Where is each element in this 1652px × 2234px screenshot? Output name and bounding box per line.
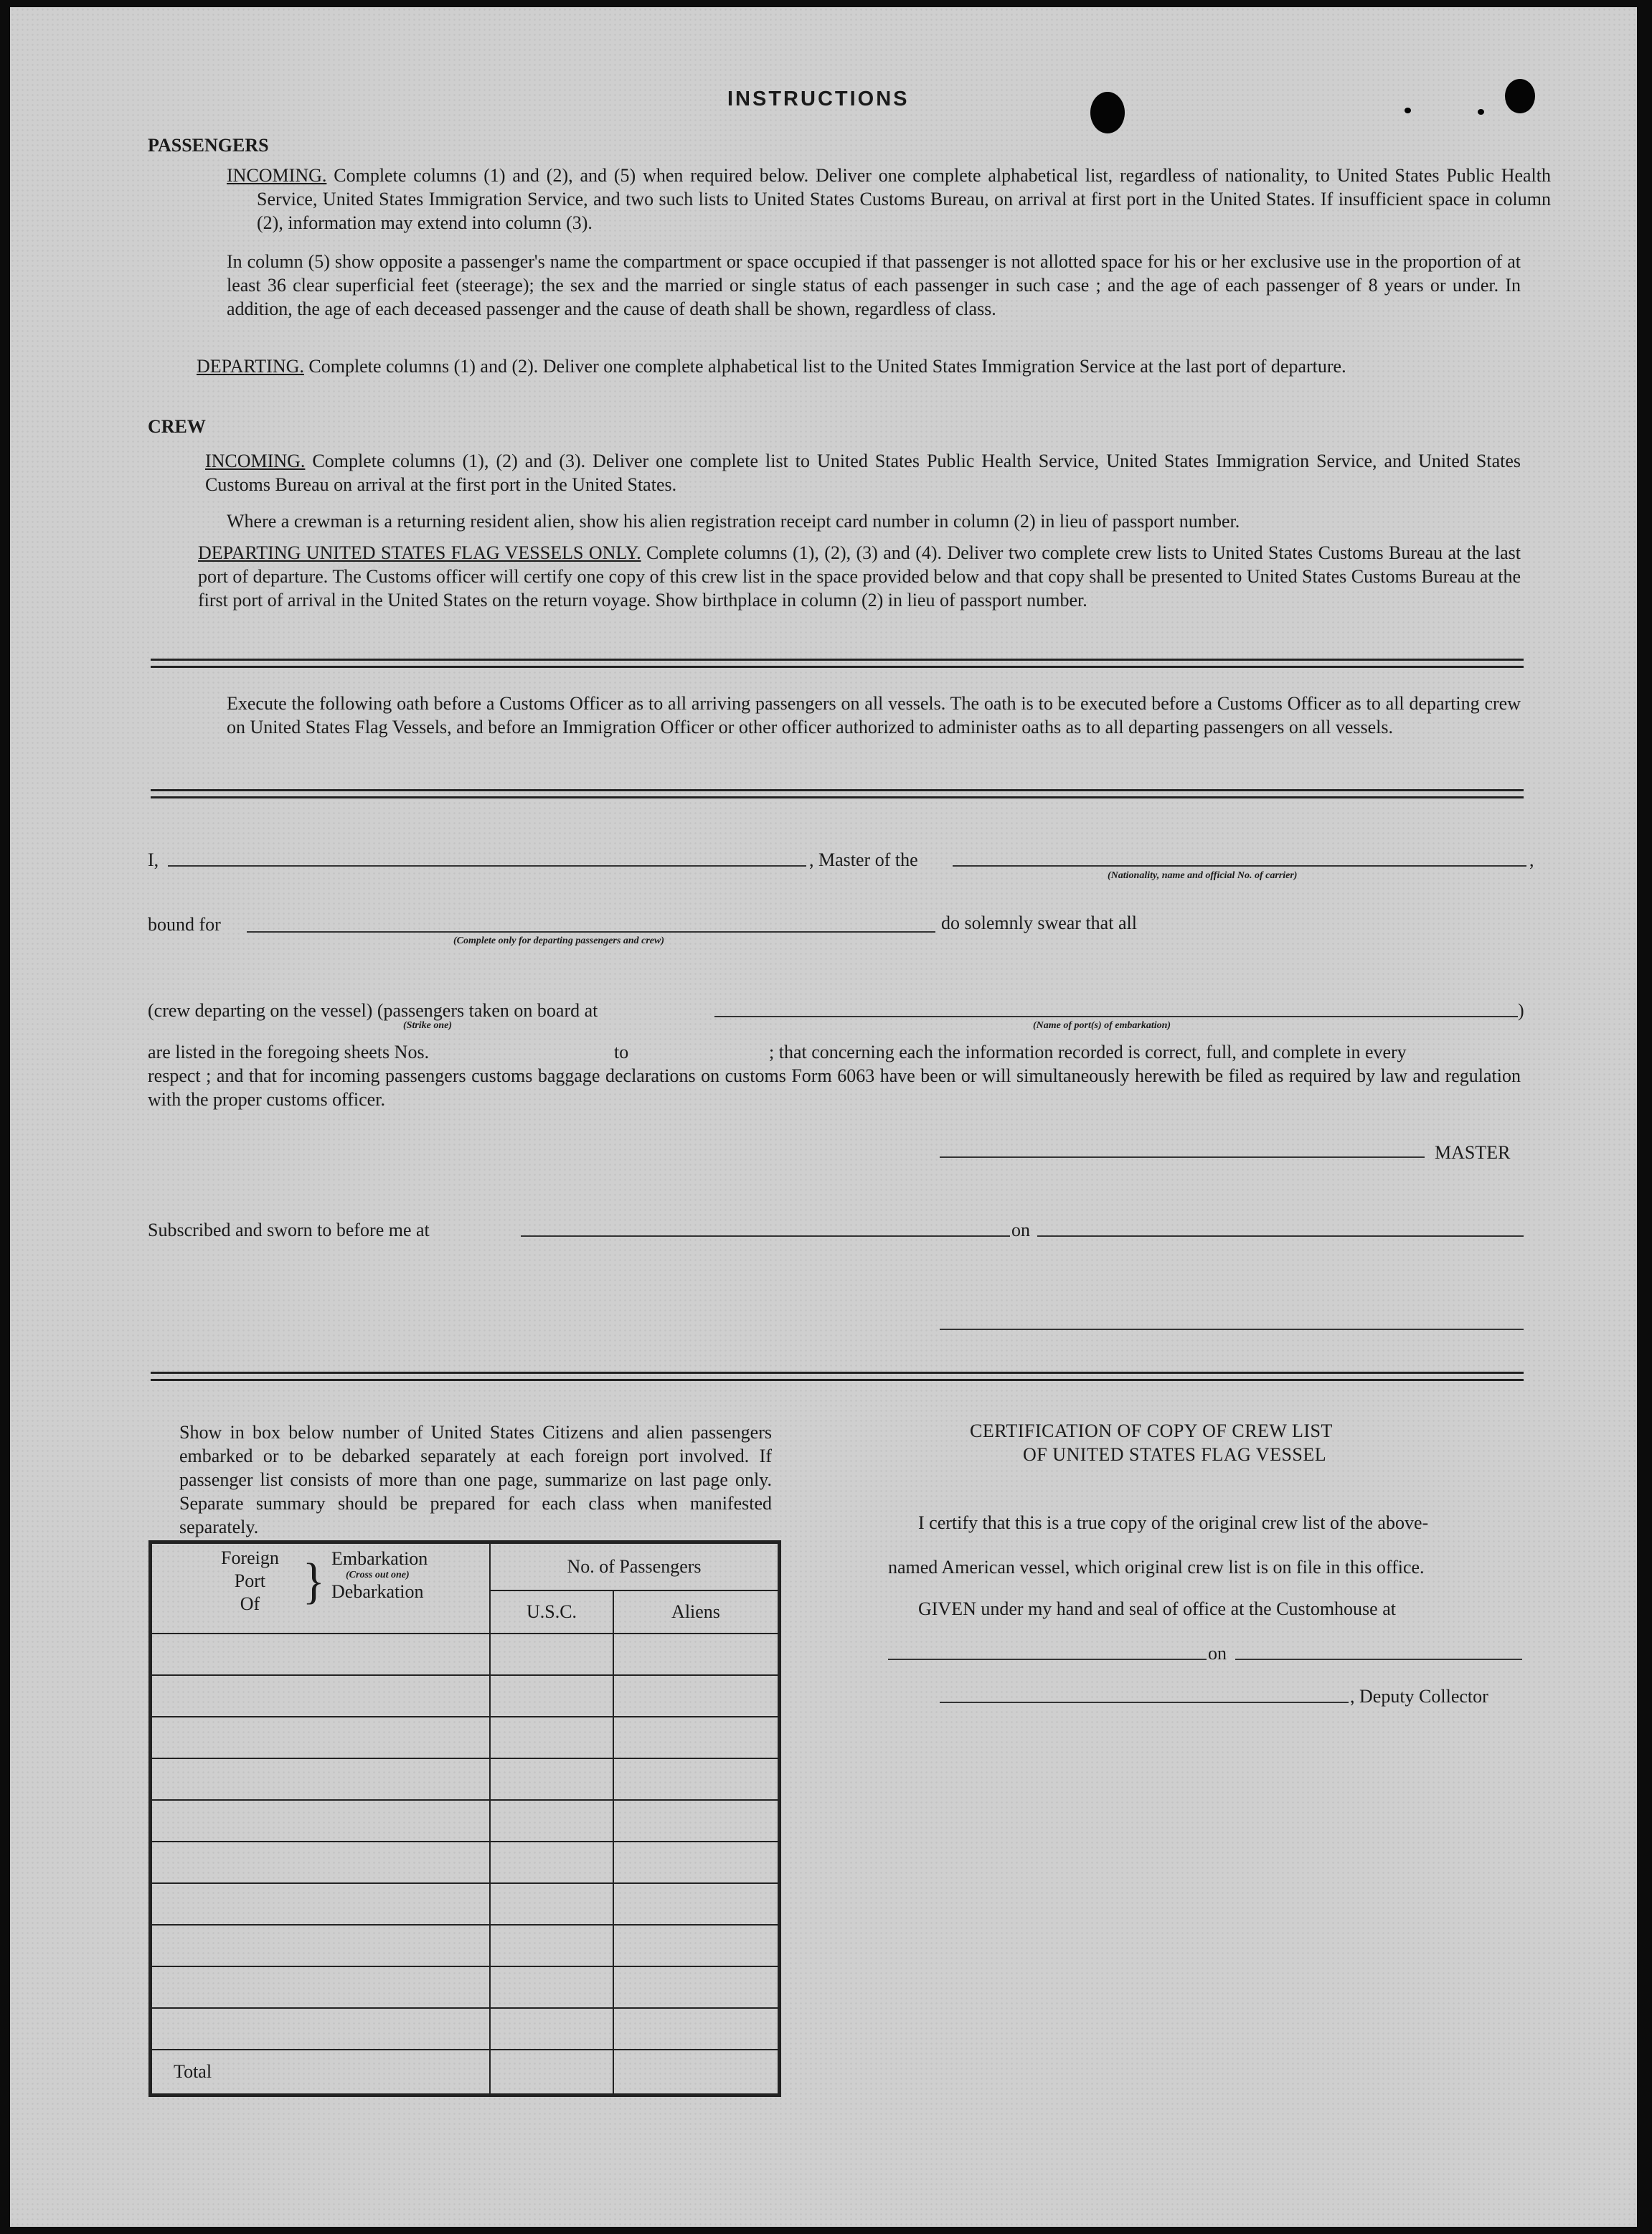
table-row[interactable]: [151, 1717, 778, 1758]
port-caption: (Name of port(s) of embarkation): [1033, 1020, 1171, 1031]
oath-i-label: I,: [148, 849, 159, 870]
crew-departing-instructions: [198, 541, 1521, 612]
passenger-summary-table: [151, 1542, 779, 2095]
officer-signature-field[interactable]: [940, 1329, 1524, 1330]
concerning-text: ; that concerning each the information recorded is correct, full, and complete in every: [769, 1042, 1407, 1062]
oath-instructions: Execute the following oath before a Customs Officer as to all arriving passengers on all vessels. The oath is to be executed before a Customs Officer as to all departing crew on United States Flag Vessels, and before an Immigration Officer or other officer authorized to administer oaths as to all departing passengers on all vessels.: [227, 693, 1521, 737]
aliens-label: Aliens: [671, 1601, 720, 1623]
subscribed-text: Subscribed and sworn to before me at: [148, 1220, 430, 1240]
incoming-label: INCOMING.: [205, 451, 306, 471]
table-header-row: [151, 1543, 778, 1590]
crew-heading: CREW: [148, 416, 206, 437]
customhouse-field[interactable]: [888, 1659, 1207, 1660]
master-signature-field[interactable]: [940, 1156, 1425, 1158]
ink-blot: [1505, 79, 1535, 113]
crew-incoming-instructions: [205, 449, 1521, 496]
incoming-label: INCOMING.: [227, 165, 327, 186]
table-row[interactable]: [151, 1634, 778, 1675]
total-cell: [151, 2050, 490, 2094]
swear-text: do solemnly swear that all: [941, 913, 1137, 933]
close-paren: ): [1518, 1000, 1524, 1021]
comma-mark: ,: [1529, 849, 1534, 870]
page-title: INSTRUCTIONS: [727, 88, 910, 110]
total-label: Total: [174, 2061, 212, 2082]
to-text: to: [614, 1042, 629, 1062]
listed-in-text: are listed in the foregoing sheets Nos.: [148, 1042, 430, 1062]
incoming-text: Complete columns (1), (2) and (3). Deliver one complete list to United States Public Health Service, United States Immigration Service, and United States Customs Bureau on arrival at the first port in the United States.: [205, 451, 1521, 495]
carrier-caption: (Nationality, name and official No. of carrier): [1108, 870, 1298, 881]
bound-for-caption: (Complete only for departing passengers and crew): [453, 935, 664, 946]
deputy-signature-field[interactable]: [940, 1702, 1349, 1703]
cross-out-caption: (Cross out one): [346, 1570, 410, 1580]
certify-line-2: named American vessel, which original crew list is on file in this office.: [888, 1557, 1425, 1578]
table-row[interactable]: [151, 1758, 778, 1800]
certification-title-1: CERTIFICATION OF COPY OF CREW LIST: [970, 1420, 1333, 1441]
column5-instructions: In column (5) show opposite a passenger's name the compartment or space occupied if that passenger is not allotted space for his or her exclusive use in the proportion of at least 36 clear superficial feet (steerage); the sex and the married or single status of each passenger in such case ; and the age of each passenger of 8 years or under. In addition, the age of each deceased passenger and the cause of death shall be shown, regardless of class.: [227, 251, 1521, 319]
total-row[interactable]: [151, 2050, 778, 2094]
master-label: MASTER: [1435, 1142, 1511, 1163]
crewman-instructions: Where a crewman is a returning resident alien, show his alien registration receipt card number in column (2) in lieu of passport number.: [227, 511, 1240, 532]
master-of-label: , Master of the: [809, 849, 918, 870]
master-name-field[interactable]: [168, 865, 806, 867]
brace-icon: }: [303, 1552, 325, 1609]
embarkation-label: Embarkation: [331, 1548, 428, 1569]
table-row[interactable]: [151, 1675, 778, 1717]
passengers-heading: PASSENGERS: [148, 135, 269, 156]
table-row[interactable]: [151, 1800, 778, 1842]
table-row[interactable]: [151, 1966, 778, 2008]
departing-text: Complete columns (1) and (2). Deliver one complete alphabetical list to the United States Immigration Service at the last port of departure.: [308, 356, 1346, 377]
certification-title-2: OF UNITED STATES FLAG VESSEL: [1023, 1444, 1327, 1465]
departing-label: DEPARTING.: [197, 356, 304, 377]
ink-blot: [1090, 92, 1125, 133]
crew-departing-text: (crew departing on the vessel) (passengers taken on board at: [148, 1000, 598, 1021]
strike-caption: (Strike one): [403, 1020, 453, 1031]
table-row[interactable]: [151, 2008, 778, 2050]
departing-flag-label: DEPARTING UNITED STATES FLAG VESSELS ONLY.: [198, 542, 641, 563]
table-row[interactable]: [151, 1925, 778, 1966]
usc-header-cell: [490, 1590, 613, 1634]
bound-for-label: bound for: [148, 914, 221, 935]
document-page: [10, 7, 1637, 2227]
section-divider: [151, 789, 1524, 798]
cert-date-field[interactable]: [1235, 1659, 1522, 1660]
ink-speck: [1405, 108, 1411, 113]
carrier-field[interactable]: [953, 865, 1526, 867]
incoming-text: Complete columns (1) and (2), and (5) when required below. Deliver one complete alphabetical list, regardless of nationality, to United States Public Health Service, United States Immigration Service, and two such lists to United States Customs Bureau, on arrival at first port in the United States. If insufficient space in column (2), information may extend into column (3).: [257, 165, 1551, 233]
certify-line-1: I certify that this is a true copy of the original crew list of the above-: [918, 1512, 1429, 1533]
sworn-place-field[interactable]: [521, 1235, 1010, 1237]
table-row[interactable]: [151, 1842, 778, 1883]
deputy-collector-label: , Deputy Collector: [1350, 1686, 1488, 1707]
departing-flag-text: Complete columns (1), (2), (3) and (4). Deliver two complete crew lists to United States Customs Bureau at the last port of departure. The Customs officer will certify one copy of this crew list in the space provided below and that copy shall be presented to United States Customs Bureau at the first port of arrival in the United States on the return voyage. Show birthplace in column (2) in lieu of passport number.: [198, 542, 1521, 611]
port-header-cell: [151, 1543, 490, 1634]
section-divider: [151, 1372, 1524, 1381]
foreign-label: Foreign: [221, 1547, 279, 1568]
bound-for-field[interactable]: [247, 931, 935, 933]
cert-on-label: on: [1208, 1643, 1227, 1664]
sworn-date-field[interactable]: [1037, 1235, 1524, 1237]
no-of-passengers-label: No. of Passengers: [567, 1556, 702, 1578]
debarkation-label: Debarkation: [331, 1581, 424, 1602]
respect-text: respect ; and that for incoming passengers customs baggage declarations on customs Form 6063 have been or will simultaneously herewith be filed as required by law and regulation with the proper customs officer.: [148, 1065, 1521, 1110]
summary-instructions: Show in box below number of United States Citizens and alien passengers embarked or to be debarked separately at each foreign port involved. If passenger list consists of more than one page, summarize on last page only. Separate summary should be prepared for each class when manifested separately.: [179, 1422, 772, 1537]
aliens-header-cell: [613, 1590, 778, 1634]
ink-speck: [1478, 109, 1484, 115]
of-label: Of: [240, 1593, 260, 1614]
sworn-on-label: on: [1011, 1220, 1030, 1240]
given-text: GIVEN under my hand and seal of office at the Customhouse at: [918, 1598, 1396, 1619]
port-embarkation-field[interactable]: [714, 1016, 1518, 1017]
passengers-departing-instructions: [197, 354, 1521, 378]
section-divider: [151, 659, 1524, 668]
passengers-header-cell: [490, 1543, 778, 1590]
passengers-incoming-instructions: [227, 164, 1551, 235]
port-label: Port: [234, 1570, 266, 1591]
table-row[interactable]: [151, 1883, 778, 1925]
usc-label: U.S.C.: [526, 1601, 577, 1623]
